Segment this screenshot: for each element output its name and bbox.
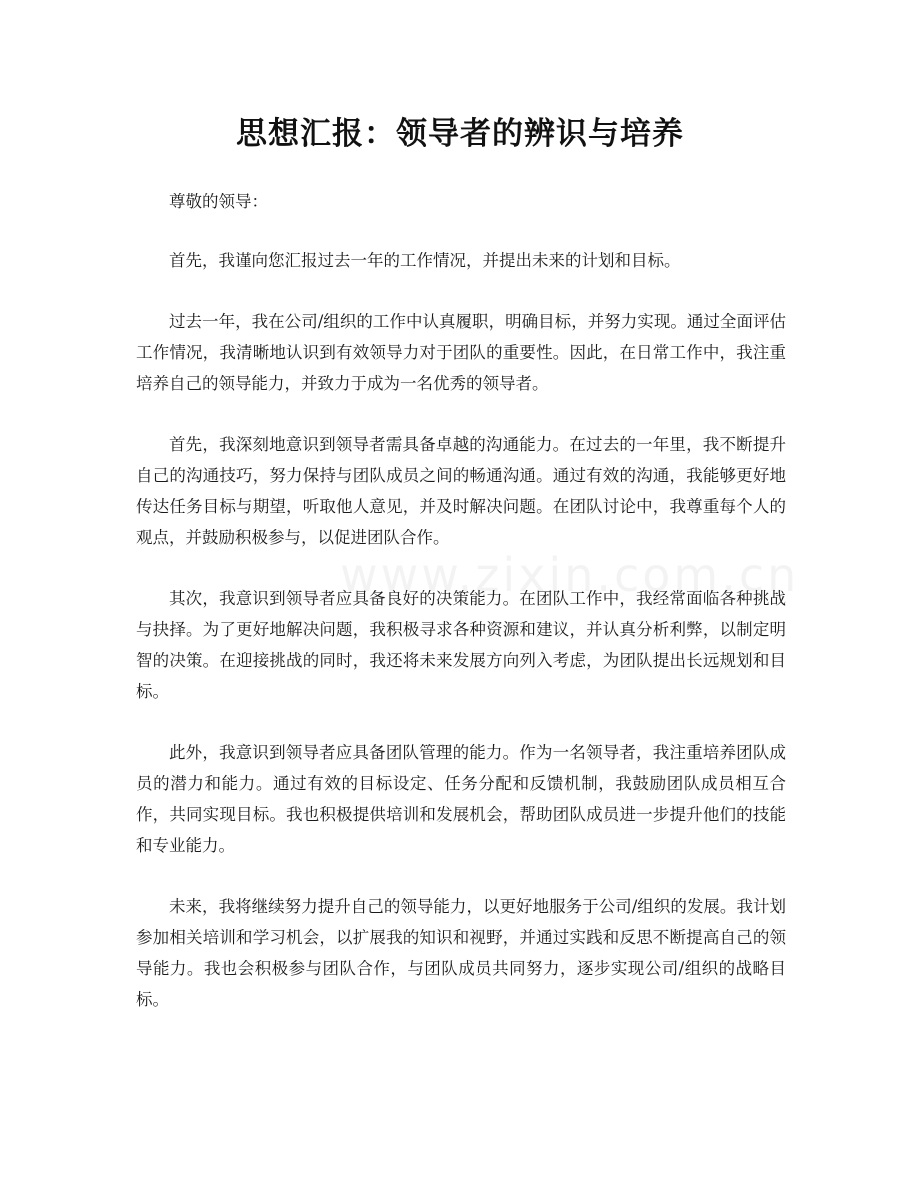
paragraph-decision-making: 其次，我意识到领导者应具备良好的决策能力。在团队工作中，我经常面临各种挑战与抉择。为了更好地解决问题，我积极寻求各种资源和建议，并认真分析利弊，以制定明智的决策。在迎接挑战的同时，我还将未来发展方向列入考虑，为团队提出长远规划和目标。 [136,589,786,701]
paragraph-team-management: 此外，我意识到领导者应具备团队管理的能力。作为一名领导者，我注重培养团队成员的潜力和能力。通过有效的目标设定、任务分配和反馈机制，我鼓励团队成员相互合作，共同实现目标。我也积极提供培训和发展机会，帮助团队成员进一步提升他们的技能和专业能力。 [136,743,786,855]
document-title: 思想汇报：领导者的辨识与培养 [236,116,684,152]
paragraph-opening: 首先，我谨向您汇报过去一年的工作情况，并提出未来的计划和目标。 [169,251,681,270]
paragraph-communication: 首先，我深刻地意识到领导者需具备卓越的沟通能力。在过去的一年里，我不断提升自己的沟通技巧，努力保持与团队成员之间的畅通沟通。通过有效的沟通，我能够更好地传达任务目标与期望，听取他人意见，并及时解决问题。在团队讨论中，我尊重每个人的观点，并鼓励积极参与，以促进团队合作。 [136,435,786,547]
document-body [136,186,786,1045]
salutation: 尊敬的领导： [169,192,268,211]
paragraph-future-plan: 未来，我将继续努力提升自己的领导能力，以更好地服务于公司/组织的发展。我计划参加相关培训和学习机会，以扩展我的知识和视野，并通过实践和反思不断提高自己的领导能力。我也会积极参与团队合作，与团队成员共同努力，逐步实现公司/组织的战略目标。 [136,897,786,1009]
paragraph-past-year: 过去一年，我在公司/组织的工作中认真履职，明确目标，并努力实现。通过全面评估工作情况，我清晰地认识到有效领导力对于团队的重要性。因此，在日常工作中，我注重培养自己的领导能力，并致力于成为一名优秀的领导者。 [136,312,786,393]
